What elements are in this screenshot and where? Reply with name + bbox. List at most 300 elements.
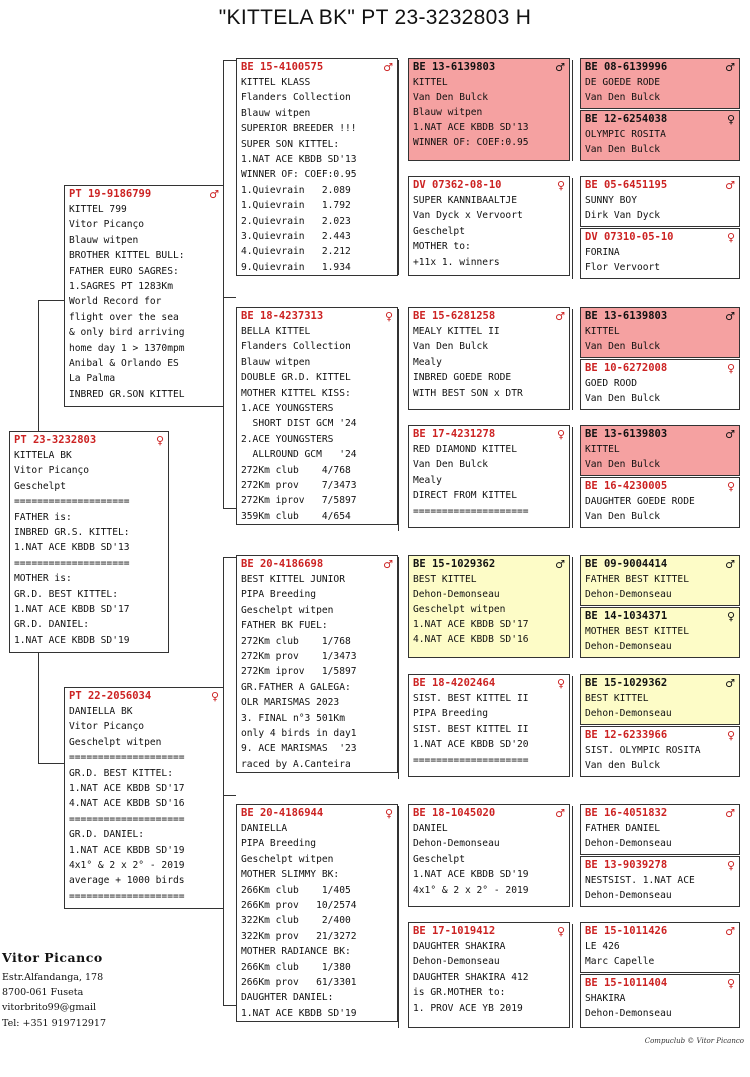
detail-line: INBRED GOEDE RODE: [413, 372, 512, 384]
pigeon-details: [237, 323, 397, 525]
detail-line: SIST. OLYMPIC ROSITA: [585, 745, 701, 756]
detail-line: home day 1 > 1370mpm: [69, 342, 185, 354]
detail-line: 1.Quievrain 2.089: [241, 184, 351, 196]
detail-line: Blauw witpen: [241, 356, 311, 368]
detail-line: & only bird arriving: [69, 327, 185, 339]
pigeon-details: [581, 126, 739, 158]
breeder-phone: Tel: +351 919712917: [2, 1017, 106, 1029]
detail-line: Vitor Picanço: [14, 465, 90, 477]
female-symbol-icon: ♀: [726, 976, 735, 990]
detail-line: Blauw witpen: [413, 107, 483, 118]
male-symbol-icon: ♂: [383, 557, 393, 571]
connector-line: [572, 178, 573, 279]
detail-line: FORINA: [585, 247, 620, 258]
detail-line: BELLA KITTEL: [241, 326, 311, 337]
detail-line: MEALY KITTEL II: [413, 326, 500, 337]
detail-line: MOTHER SLIMMY BK:: [241, 869, 340, 881]
ring-number: BE 14-1034371: [585, 610, 668, 622]
pigeon-details: [581, 938, 739, 971]
detail-line: MOTHER BEST KITTEL: [585, 626, 689, 637]
detail-line: MOTHER is:: [14, 573, 72, 585]
detail-line: Van Den Bulck: [413, 341, 489, 353]
connector-line: [572, 427, 573, 528]
ring-number: BE 15-1011404: [585, 977, 668, 989]
detail-line: SUPERIOR BREEDER !!!: [241, 123, 357, 135]
detail-line: KITTEL: [585, 444, 620, 455]
detail-line: Van Den Bulck: [413, 459, 489, 471]
detail-line: DAUGHTER SHAKIRA 412: [413, 971, 529, 983]
fm-pigeon-card[interactable]: [236, 307, 398, 525]
detail-line: Anibal & Orlando ES: [69, 358, 179, 370]
detail-line: BEST KITTEL JUNIOR: [241, 574, 345, 585]
detail-line: BROTHER KITTEL BULL:: [69, 250, 185, 262]
g12-pigeon-card[interactable]: [580, 726, 740, 777]
detail-line: Dehon-Demonseau: [413, 956, 500, 968]
detail-line: 2.ACE YOUNGSTERS: [241, 433, 334, 445]
male-symbol-icon: ♂: [209, 187, 219, 201]
detail-line: FATHER BEST KITTEL: [585, 574, 689, 585]
detail-line: Dehon-Demonseau: [585, 838, 672, 850]
detail-line: KITTELA BK: [14, 450, 72, 461]
detail-line: 1.NAT ACE KBDB SD'19: [241, 1007, 357, 1019]
g3-pigeon-card[interactable]: [580, 176, 740, 227]
detail-line: ====================: [69, 752, 185, 764]
pigeon-details: [409, 571, 569, 648]
detail-line: WITH BEST SON x DTR: [413, 387, 523, 399]
detail-line: KITTEL 799: [69, 204, 127, 215]
female-symbol-icon: ♀: [726, 858, 735, 872]
detail-line: DE GOEDE RODE: [585, 77, 661, 88]
ring-number: BE 17-4231278: [413, 428, 496, 440]
detail-line: Blauw witpen: [69, 234, 139, 246]
detail-line: 1.NAT ACE KBDB SD'20: [413, 739, 529, 751]
pigeon-details: [409, 441, 569, 520]
g9-pigeon-card[interactable]: [580, 555, 740, 606]
g2-pigeon-card[interactable]: [580, 110, 740, 161]
ring-number: DV 07362-08-10: [413, 179, 502, 191]
detail-line: Dehon-Demonseau: [413, 838, 500, 850]
fmm-pigeon-card[interactable]: [408, 425, 570, 528]
detail-line: KITTEL: [585, 326, 620, 337]
female-symbol-icon: ♀: [556, 676, 565, 690]
connector-line: [572, 806, 573, 907]
detail-line: Vitor Picanço: [69, 219, 145, 231]
detail-line: only 4 birds in day1: [241, 728, 357, 740]
female-symbol-icon: ♀: [384, 806, 393, 820]
detail-line: Van Den Bulck: [585, 341, 661, 352]
male-symbol-icon: ♂: [725, 427, 735, 441]
ring-number: BE 15-1029362: [585, 677, 668, 689]
pigeon-details: [409, 74, 569, 151]
pigeon-details: [10, 447, 168, 649]
connector-line: [572, 557, 573, 658]
detail-line: GOED ROOD: [585, 378, 637, 389]
male-symbol-icon: ♂: [555, 557, 565, 571]
ring-number: BE 15-1029362: [413, 558, 496, 570]
connector-line: [223, 508, 236, 509]
detail-line: ====================: [413, 754, 529, 766]
connector-line: [38, 653, 39, 763]
pigeon-details: [409, 192, 569, 271]
detail-line: 272Km iprov 7/5897: [241, 495, 357, 507]
detail-line: 1.NAT ACE KBDB SD'13: [241, 154, 357, 166]
male-symbol-icon: ♂: [555, 806, 565, 820]
g4-pigeon-card[interactable]: [580, 228, 740, 279]
connector-line: [223, 297, 236, 298]
pigeon-details: [581, 571, 739, 603]
detail-line: LE 426: [585, 941, 620, 952]
female-symbol-icon: ♀: [556, 924, 565, 938]
detail-line: 1.NAT ACE KBDB SD'19: [413, 869, 529, 881]
connector-line: [223, 60, 236, 61]
detail-line: Van Den Bulck: [585, 393, 661, 405]
ring-number: BE 09-9004414: [585, 558, 668, 570]
pigeon-details: [65, 703, 223, 905]
ring-number: DV 07310-05-10: [585, 231, 674, 243]
male-symbol-icon: ♂: [725, 676, 735, 690]
detail-line: Dehon-Demonseau: [585, 890, 672, 902]
connector-line: [38, 300, 39, 431]
detail-line: GR.D. BEST KITTEL:: [14, 588, 118, 600]
male-symbol-icon: ♂: [725, 309, 735, 323]
detail-line: MOTHER to:: [413, 241, 471, 253]
pigeon-details: [581, 74, 739, 106]
detail-line: PIPA Breeding: [241, 838, 317, 850]
detail-line: SUNNY BOY: [585, 195, 637, 206]
detail-line: 322Km prov 21/3272: [241, 930, 357, 942]
detail-line: World Record for: [69, 296, 162, 308]
detail-line: BEST KITTEL: [413, 574, 477, 585]
detail-line: La Palma: [69, 373, 116, 385]
pigeon-details: [409, 938, 569, 1017]
male-symbol-icon: ♂: [555, 309, 565, 323]
detail-line: KITTEL: [413, 77, 448, 88]
detail-line: BEST KITTEL: [585, 693, 649, 704]
detail-line: Flanders Collection: [241, 341, 351, 353]
pigeon-details: [581, 493, 739, 526]
pigeon-details: [581, 623, 739, 655]
g5-pigeon-card[interactable]: [580, 307, 740, 358]
detail-line: FATHER DANIEL: [585, 823, 661, 834]
detail-line: 1.NAT ACE KBDB SD'17: [69, 783, 185, 795]
detail-line: DAUGHTER GOEDE RODE: [585, 496, 695, 507]
detail-line: FATHER is:: [14, 511, 72, 523]
detail-line: PIPA Breeding: [241, 589, 317, 601]
ring-number: BE 15-4100575: [241, 61, 324, 73]
g7-pigeon-card[interactable]: [580, 425, 740, 476]
fmf-pigeon-card[interactable]: [408, 307, 570, 410]
detail-line: Van Den Bulck: [585, 459, 661, 470]
mmf-pigeon-card[interactable]: [408, 804, 570, 907]
detail-line: Dehon-Demonseau: [413, 589, 500, 600]
detail-line: ====================: [14, 557, 130, 569]
detail-line: Dehon-Demonseau: [585, 641, 672, 652]
detail-line: SIST. BEST KITTEL II: [413, 723, 529, 735]
detail-line: raced by A.Canteira: [241, 758, 351, 770]
detail-line: PIPA Breeding: [413, 708, 489, 720]
detail-line: flight over the sea: [69, 311, 179, 323]
detail-line: 1.NAT ACE KBDB SD'17: [14, 604, 130, 616]
detail-line: GR.D. DANIEL:: [14, 619, 90, 631]
ring-number: BE 20-4186698: [241, 558, 324, 570]
detail-line: 9.Quievrain 1.934: [241, 261, 351, 273]
pigeon-details: [581, 323, 739, 355]
detail-line: 322Km club 2/400: [241, 915, 351, 927]
detail-line: 4x1° & 2 x 2° - 2019: [69, 860, 185, 872]
male-symbol-icon: ♂: [725, 557, 735, 571]
detail-line: SIST. BEST KITTEL II: [413, 693, 529, 704]
detail-line: INBRED GR.S. KITTEL:: [14, 527, 130, 539]
male-symbol-icon: ♂: [725, 806, 735, 820]
detail-line: 359Km club 4/654: [241, 510, 351, 522]
breeder-address-line: Estr.Alfandanga, 178: [2, 972, 104, 983]
software-credit: Compuclub © Vitor Picanco: [644, 1037, 744, 1045]
female-symbol-icon: ♀: [726, 361, 735, 375]
g1-pigeon-card[interactable]: [580, 58, 740, 109]
ring-number: BE 18-4202464: [413, 677, 496, 689]
detail-line: Blauw witpen: [241, 107, 311, 119]
detail-line: 272Km club 1/768: [241, 635, 351, 647]
detail-line: Van Den Bulck: [413, 92, 489, 103]
female-symbol-icon: ♀: [556, 427, 565, 441]
ring-number: BE 18-1045020: [413, 807, 496, 819]
female-symbol-icon: ♀: [726, 728, 735, 742]
ring-number: PT 23-3232803: [14, 434, 97, 446]
detail-line: 266Km prov 10/2574: [241, 900, 357, 912]
detail-line: DAUGHTER SHAKIRA: [413, 941, 506, 952]
detail-line: Geschelpt witpen: [241, 853, 334, 865]
detail-line: Van Den Bulck: [585, 511, 661, 523]
mm-pigeon-card[interactable]: [236, 804, 398, 1022]
detail-line: NESTSIST. 1.NAT ACE: [585, 875, 695, 886]
ff-pigeon-card[interactable]: [236, 58, 398, 276]
detail-line: SUPER SON KITTEL:: [241, 138, 340, 150]
g11-pigeon-card[interactable]: [580, 674, 740, 725]
detail-line: SHORT DIST GCM '24: [241, 418, 357, 430]
detail-line: 1.NAT ACE KBDB SD'19: [14, 634, 130, 646]
connector-line: [572, 60, 573, 161]
connector-line: [572, 309, 573, 410]
connector-line: [223, 1005, 236, 1006]
detail-line: OLYMPIC ROSITA: [585, 129, 666, 140]
detail-line: Vitor Picanço: [69, 721, 145, 733]
detail-line: 4.NAT ACE KBDB SD'16: [413, 634, 529, 645]
mmm-pigeon-card[interactable]: [408, 922, 570, 1028]
ring-number: BE 15-6281258: [413, 310, 496, 322]
detail-line: Geschelpt: [413, 853, 465, 865]
detail-line: +11x 1. winners: [413, 256, 500, 268]
detail-line: Dirk Van Dyck: [585, 210, 661, 222]
detail-line: WINNER OF: COEF:0.95: [241, 169, 357, 181]
pigeon-details: [237, 74, 397, 276]
female-symbol-icon: ♀: [556, 178, 565, 192]
male-symbol-icon: ♂: [555, 60, 565, 74]
connector-line: [572, 676, 573, 777]
detail-line: GR.D. BEST KITTEL:: [69, 767, 173, 779]
detail-line: 3. FINAL n°3 501Km: [241, 712, 345, 724]
detail-line: 266Km club 1/380: [241, 961, 351, 973]
g16-pigeon-card[interactable]: [580, 974, 740, 1028]
pigeon-details: [409, 690, 569, 769]
pigeon-details: [581, 441, 739, 473]
ring-number: BE 16-4051832: [585, 807, 668, 819]
detail-line: ====================: [14, 496, 130, 508]
pigeon-details: [581, 990, 739, 1023]
ring-number: BE 08-6139996: [585, 61, 668, 73]
detail-line: 1.NAT ACE KBDB SD'19: [69, 844, 185, 856]
detail-line: Dehon-Demonseau: [585, 589, 672, 600]
breeder-info: [2, 950, 106, 1031]
detail-line: 272Km club 4/768: [241, 464, 351, 476]
detail-line: DANIEL: [413, 823, 448, 834]
detail-line: DANIELLA: [241, 823, 288, 834]
detail-line: WINNER OF: COEF:0.95: [413, 137, 529, 148]
male-symbol-icon: ♂: [383, 60, 393, 74]
female-symbol-icon: ♀: [726, 112, 735, 126]
pigeon-details: [581, 244, 739, 277]
detail-line: Dehon-Demonseau: [585, 708, 672, 719]
ring-number: PT 19-9186799: [69, 188, 152, 200]
detail-line: 1.SAGRES PT 1283Km: [69, 281, 173, 293]
detail-line: ====================: [69, 890, 185, 902]
detail-line: average + 1000 birds: [69, 875, 185, 887]
ring-number: BE 12-6254038: [585, 113, 668, 125]
detail-line: Geschelpt witpen: [241, 604, 334, 616]
pigeon-details: [581, 820, 739, 853]
ring-number: BE 05-6451195: [585, 179, 668, 191]
detail-line: GR.FATHER A GALEGA:: [241, 681, 351, 693]
detail-line: 272Km iprov 1/5897: [241, 666, 357, 678]
detail-line: Mealy: [413, 474, 442, 486]
detail-line: KITTEL KLASS: [241, 77, 311, 88]
male-symbol-icon: ♂: [725, 60, 735, 74]
detail-line: 1.NAT ACE KBDB SD'13: [413, 122, 529, 133]
ring-number: BE 17-1019412: [413, 925, 496, 937]
detail-line: OLR MARISMAS 2023: [241, 697, 340, 709]
mother-pigeon-card[interactable]: [64, 687, 224, 909]
ring-number: BE 12-6233966: [585, 729, 668, 741]
detail-line: 4.NAT ACE KBDB SD'16: [69, 798, 185, 810]
detail-line: Dehon-Demonseau: [585, 1008, 672, 1020]
pigeon-details: [65, 201, 223, 403]
pigeon-details: [237, 820, 397, 1022]
detail-line: 272Km prov 1/3473: [241, 651, 357, 663]
detail-line: Geschelpt witpen: [413, 604, 506, 615]
male-symbol-icon: ♂: [725, 178, 735, 192]
detail-line: Geschelpt witpen: [69, 736, 162, 748]
connector-line: [398, 60, 399, 275]
mff-pigeon-card[interactable]: [408, 555, 570, 658]
g15-pigeon-card[interactable]: [580, 922, 740, 973]
connector-line: [223, 795, 236, 796]
female-symbol-icon: ♀: [726, 609, 735, 623]
detail-line: RED DIAMOND KITTEL: [413, 444, 517, 455]
breeder-email[interactable]: vitorbrito99@gmail: [2, 1002, 97, 1014]
subject-pigeon-card[interactable]: [9, 431, 169, 653]
detail-line: 4x1° & 2 x 2° - 2019: [413, 884, 529, 896]
pigeon-details: [581, 192, 739, 225]
detail-line: is GR.MOTHER to:: [413, 987, 506, 999]
ring-number: BE 13-6139803: [413, 61, 496, 73]
ring-number: BE 10-6272008: [585, 362, 668, 374]
ffm-pigeon-card[interactable]: [408, 176, 570, 276]
detail-line: DOUBLE GR.D. KITTEL: [241, 372, 351, 384]
breeder-address-line: 8700-061 Fuseta: [2, 987, 84, 999]
detail-line: 1.NAT ACE KBDB SD'17: [413, 619, 529, 630]
detail-line: 272Km prov 7/3473: [241, 480, 357, 492]
ring-number: BE 18-4237313: [241, 310, 324, 322]
detail-line: SUPER KANNIBAALTJE: [413, 195, 517, 206]
g8-pigeon-card[interactable]: [580, 477, 740, 528]
female-symbol-icon: ♀: [726, 230, 735, 244]
detail-line: Mealy: [413, 356, 442, 368]
mf-pigeon-card[interactable]: [236, 555, 398, 773]
connector-line: [223, 557, 236, 558]
detail-line: 1.Quievrain 1.792: [241, 200, 351, 212]
detail-line: Flor Vervoort: [585, 262, 661, 274]
pigeon-details: [581, 375, 739, 408]
female-symbol-icon: ♀: [384, 309, 393, 323]
female-symbol-icon: ♀: [210, 689, 219, 703]
ring-number: BE 13-6139803: [585, 310, 668, 322]
connector-line: [398, 806, 399, 1028]
detail-line: FATHER BK FUEL:: [241, 620, 328, 632]
father-pigeon-card[interactable]: [64, 185, 224, 407]
detail-line: MOTHER KITTEL KISS:: [241, 387, 351, 399]
connector-line: [572, 924, 573, 1028]
g6-pigeon-card[interactable]: [580, 359, 740, 410]
detail-line: INBRED GR.SON KITTEL: [69, 388, 185, 400]
pigeon-details: [409, 820, 569, 899]
male-symbol-icon: ♂: [725, 924, 735, 938]
detail-line: Van Dyck x Vervoort: [413, 210, 523, 222]
detail-line: 3.Quievrain 2.443: [241, 231, 351, 243]
ring-number: BE 13-6139803: [585, 428, 668, 440]
connector-line: [398, 557, 399, 779]
detail-line: Geschelpt: [413, 225, 465, 237]
g14-pigeon-card[interactable]: [580, 856, 740, 907]
detail-line: 2.Quievrain 2.023: [241, 215, 351, 227]
g10-pigeon-card[interactable]: [580, 607, 740, 658]
detail-line: ====================: [413, 505, 529, 517]
g13-pigeon-card[interactable]: [580, 804, 740, 855]
pigeon-details: [237, 571, 397, 773]
pigeon-details: [409, 323, 569, 402]
detail-line: MOTHER RADIANCE BK:: [241, 946, 351, 958]
detail-line: 1. PROV ACE YB 2019: [413, 1002, 523, 1014]
detail-line: Geschelpt: [14, 480, 66, 492]
ring-number: BE 16-4230005: [585, 480, 668, 492]
female-symbol-icon: ♀: [155, 433, 164, 447]
pigeon-details: [581, 690, 739, 722]
pedigree-title: "KITTELA BK" PT 23-3232803 H: [218, 6, 532, 29]
breeder-name: Vitor Picanco: [2, 950, 103, 965]
connector-line: [38, 763, 64, 764]
female-symbol-icon: ♀: [726, 479, 735, 493]
detail-line: Flanders Collection: [241, 92, 351, 104]
fff-pigeon-card[interactable]: [408, 58, 570, 161]
detail-line: SHAKIRA: [585, 993, 626, 1004]
mfm-pigeon-card[interactable]: [408, 674, 570, 777]
detail-line: FATHER EURO SAGRES:: [69, 265, 179, 277]
detail-line: Van Den Bulck: [585, 144, 661, 155]
detail-line: ====================: [69, 813, 185, 825]
detail-line: Marc Capelle: [585, 956, 655, 968]
pigeon-details: [581, 872, 739, 905]
ring-number: BE 20-4186944: [241, 807, 324, 819]
ring-number: BE 15-1011426: [585, 925, 668, 937]
detail-line: 266Km club 1/405: [241, 884, 351, 896]
